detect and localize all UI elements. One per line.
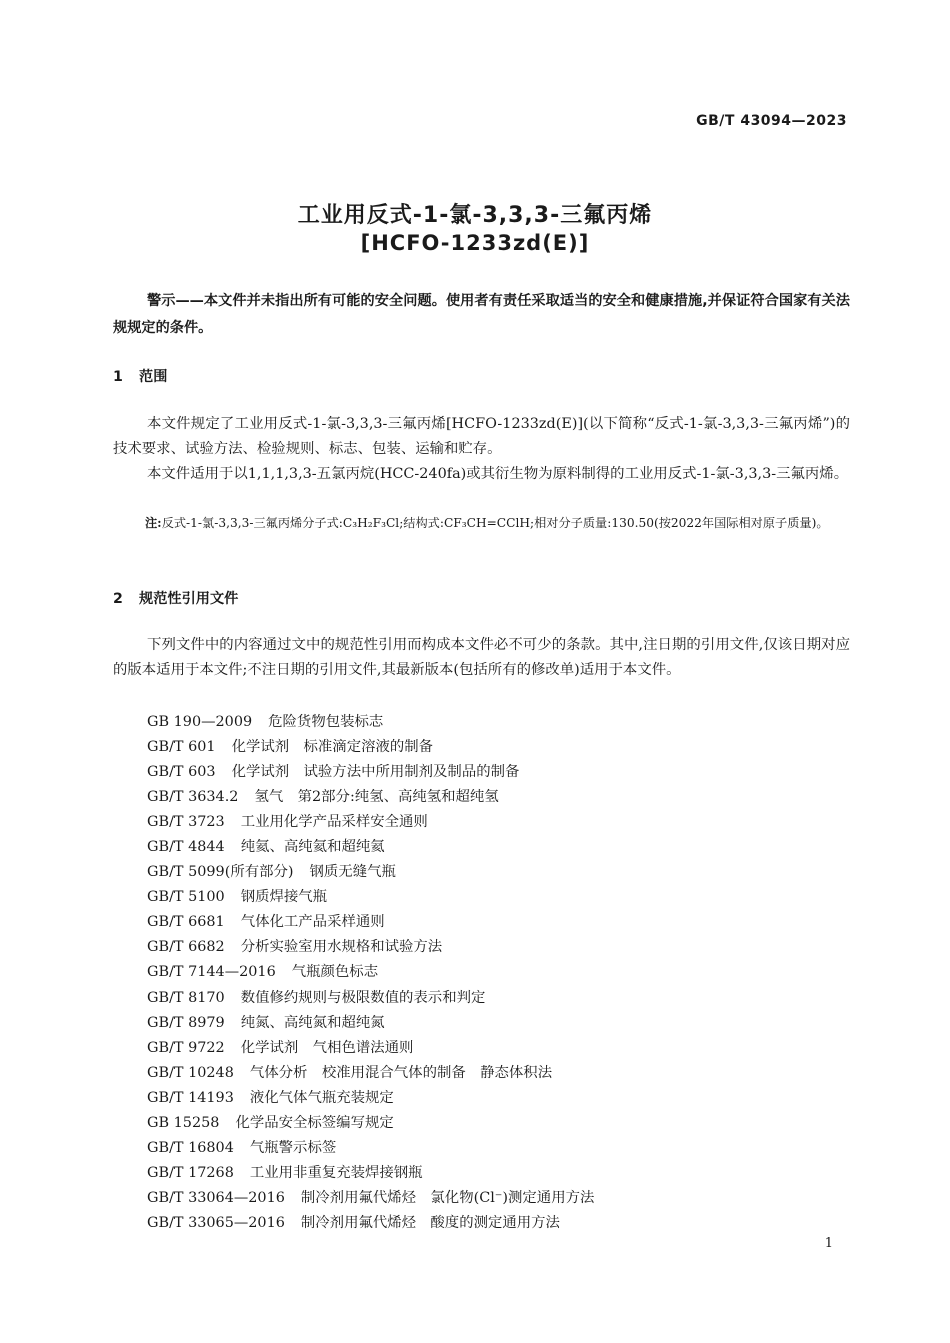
reference-item	[147, 760, 594, 785]
reference-title: 纯氦、高纯氦和超纯氦	[240, 839, 385, 856]
reference-code: GB/T 3723	[147, 814, 225, 831]
reference-code: GB/T 16804	[147, 1139, 234, 1156]
reference-item	[147, 1186, 594, 1211]
scope-note	[145, 512, 850, 535]
reference-code: GB/T 3634.2	[147, 789, 239, 806]
section-number: 1	[113, 369, 123, 385]
reference-title: 化学试剂 试验方法中所用制剂及制品的制备	[231, 764, 520, 781]
reference-code: GB/T 33065—2016	[147, 1214, 285, 1231]
reference-item	[147, 860, 594, 885]
reference-title: 气体化工产品采样通则	[240, 914, 385, 931]
reference-item	[147, 1036, 594, 1061]
reference-item	[147, 810, 594, 835]
reference-code: GB/T 10248	[147, 1064, 234, 1081]
reference-item	[147, 1011, 594, 1036]
reference-code: GB/T 5100	[147, 889, 225, 906]
reference-item	[147, 1061, 594, 1086]
note-label: 注:	[145, 516, 162, 530]
reference-item	[147, 1111, 594, 1136]
note-text: 反式-1-氯-3,3,3-三氟丙烯分子式:C₃H₂F₃Cl;结构式:CF₃CH=CClH;相对分子质量:130.50(按2022年国际相对原子质量)。	[161, 516, 829, 530]
reference-item	[147, 1211, 594, 1236]
reference-title: 危险货物包装标志	[268, 714, 384, 730]
reference-title: 工业用化学产品采样安全通则	[240, 814, 428, 831]
reference-code: GB/T 6682	[147, 939, 225, 956]
reference-code: GB/T 5099(所有部分)	[147, 864, 294, 881]
standard-id: GB/T 43094—2023	[696, 113, 847, 129]
warning-notice: 警示——本文件并未指出所有可能的安全问题。使用者有责任采取适当的安全和健康措施,并保证符合国家有关法规规定的条件。	[113, 293, 850, 336]
reference-item	[147, 885, 594, 910]
reference-item	[147, 1086, 594, 1111]
reference-code: GB 15258	[147, 1114, 220, 1131]
reference-item	[147, 710, 594, 735]
scope-paragraph-1: 本文件规定了工业用反式-1-氯-3,3,3-三氟丙烯[HCFO-1233zd(E)](以下简称“反式-1-氯-3,3,3-三氟丙烯”)的技术要求、试验方法、检验规则、标志、包装、运输和贮存。	[113, 416, 850, 457]
reference-title: 化学试剂 标准滴定溶液的制备	[231, 739, 434, 756]
reference-code: GB 190—2009	[147, 714, 253, 730]
section-2-heading	[113, 588, 238, 608]
reference-code: GB/T 4844	[147, 839, 225, 856]
reference-code: GB/T 33064—2016	[147, 1189, 285, 1206]
section-number: 2	[113, 591, 123, 607]
reference-list	[147, 710, 594, 1236]
reference-title: 制冷剂用氟代烯烃 酸度的测定通用方法	[300, 1214, 560, 1231]
page-number: 1	[824, 1236, 833, 1251]
section-title: 范围	[139, 369, 168, 385]
reference-code: GB/T 6681	[147, 914, 225, 931]
reference-code: GB/T 8979	[147, 1014, 225, 1031]
reference-code: GB/T 8170	[147, 989, 225, 1006]
reference-item	[147, 1136, 594, 1161]
reference-code: GB/T 7144—2016	[147, 964, 276, 981]
reference-item	[147, 960, 594, 985]
reference-item	[147, 910, 594, 935]
reference-item	[147, 1161, 594, 1186]
reference-item	[147, 735, 594, 760]
reference-title: 气瓶颜色标志	[291, 964, 379, 981]
reference-title: 化学品安全标签编写规定	[235, 1114, 394, 1131]
reference-title: 数值修约规则与极限数值的表示和判定	[240, 989, 486, 1006]
references-intro: 下列文件中的内容通过文中的规范性引用而构成本文件必不可少的条款。其中,注日期的引用文件,仅该日期对应的版本适用于本文件;不注日期的引用文件,其最新版本(包括所有的修改单)适用于本文件。	[113, 637, 850, 678]
reference-item	[147, 935, 594, 960]
section-1-heading	[113, 366, 167, 386]
document-subtitle: [HCFO-1233zd(E)]	[360, 231, 590, 255]
reference-item	[147, 986, 594, 1011]
reference-title: 制冷剂用氟代烯烃 氯化物(Cl⁻)测定通用方法	[300, 1189, 595, 1206]
reference-code: GB/T 601	[147, 739, 216, 756]
reference-title: 氢气 第2部分:纯氢、高纯氢和超纯氢	[254, 789, 499, 806]
reference-title: 纯氮、高纯氮和超纯氮	[240, 1014, 385, 1031]
reference-title: 工业用非重复充装焊接钢瓶	[249, 1164, 423, 1181]
reference-item	[147, 835, 594, 860]
section-title: 规范性引用文件	[139, 591, 239, 607]
reference-title: 化学试剂 气相色谱法通则	[240, 1039, 414, 1056]
reference-title: 气体分析 校准用混合气体的制备 静态体积法	[249, 1064, 553, 1081]
reference-code: GB/T 603	[147, 764, 216, 781]
reference-title: 分析实验室用水规格和试验方法	[240, 939, 443, 956]
reference-code: GB/T 9722	[147, 1039, 225, 1056]
reference-title: 钢质无缝气瓶	[309, 864, 396, 881]
document-title: 工业用反式-1-氯-3,3,3-三氟丙烯	[297, 203, 653, 228]
reference-item	[147, 785, 594, 810]
reference-code: GB/T 14193	[147, 1089, 234, 1106]
reference-title: 液化气体气瓶充装规定	[249, 1089, 394, 1106]
reference-title: 气瓶警示标签	[249, 1139, 337, 1156]
scope-paragraph-2: 本文件适用于以1,1,1,3,3-五氯丙烷(HCC-240fa)或其衍生物为原料制得的工业用反式-1-氯-3,3,3-三氟丙烯。	[147, 466, 849, 482]
reference-code: GB/T 17268	[147, 1164, 234, 1181]
reference-title: 钢质焊接气瓶	[240, 889, 328, 906]
